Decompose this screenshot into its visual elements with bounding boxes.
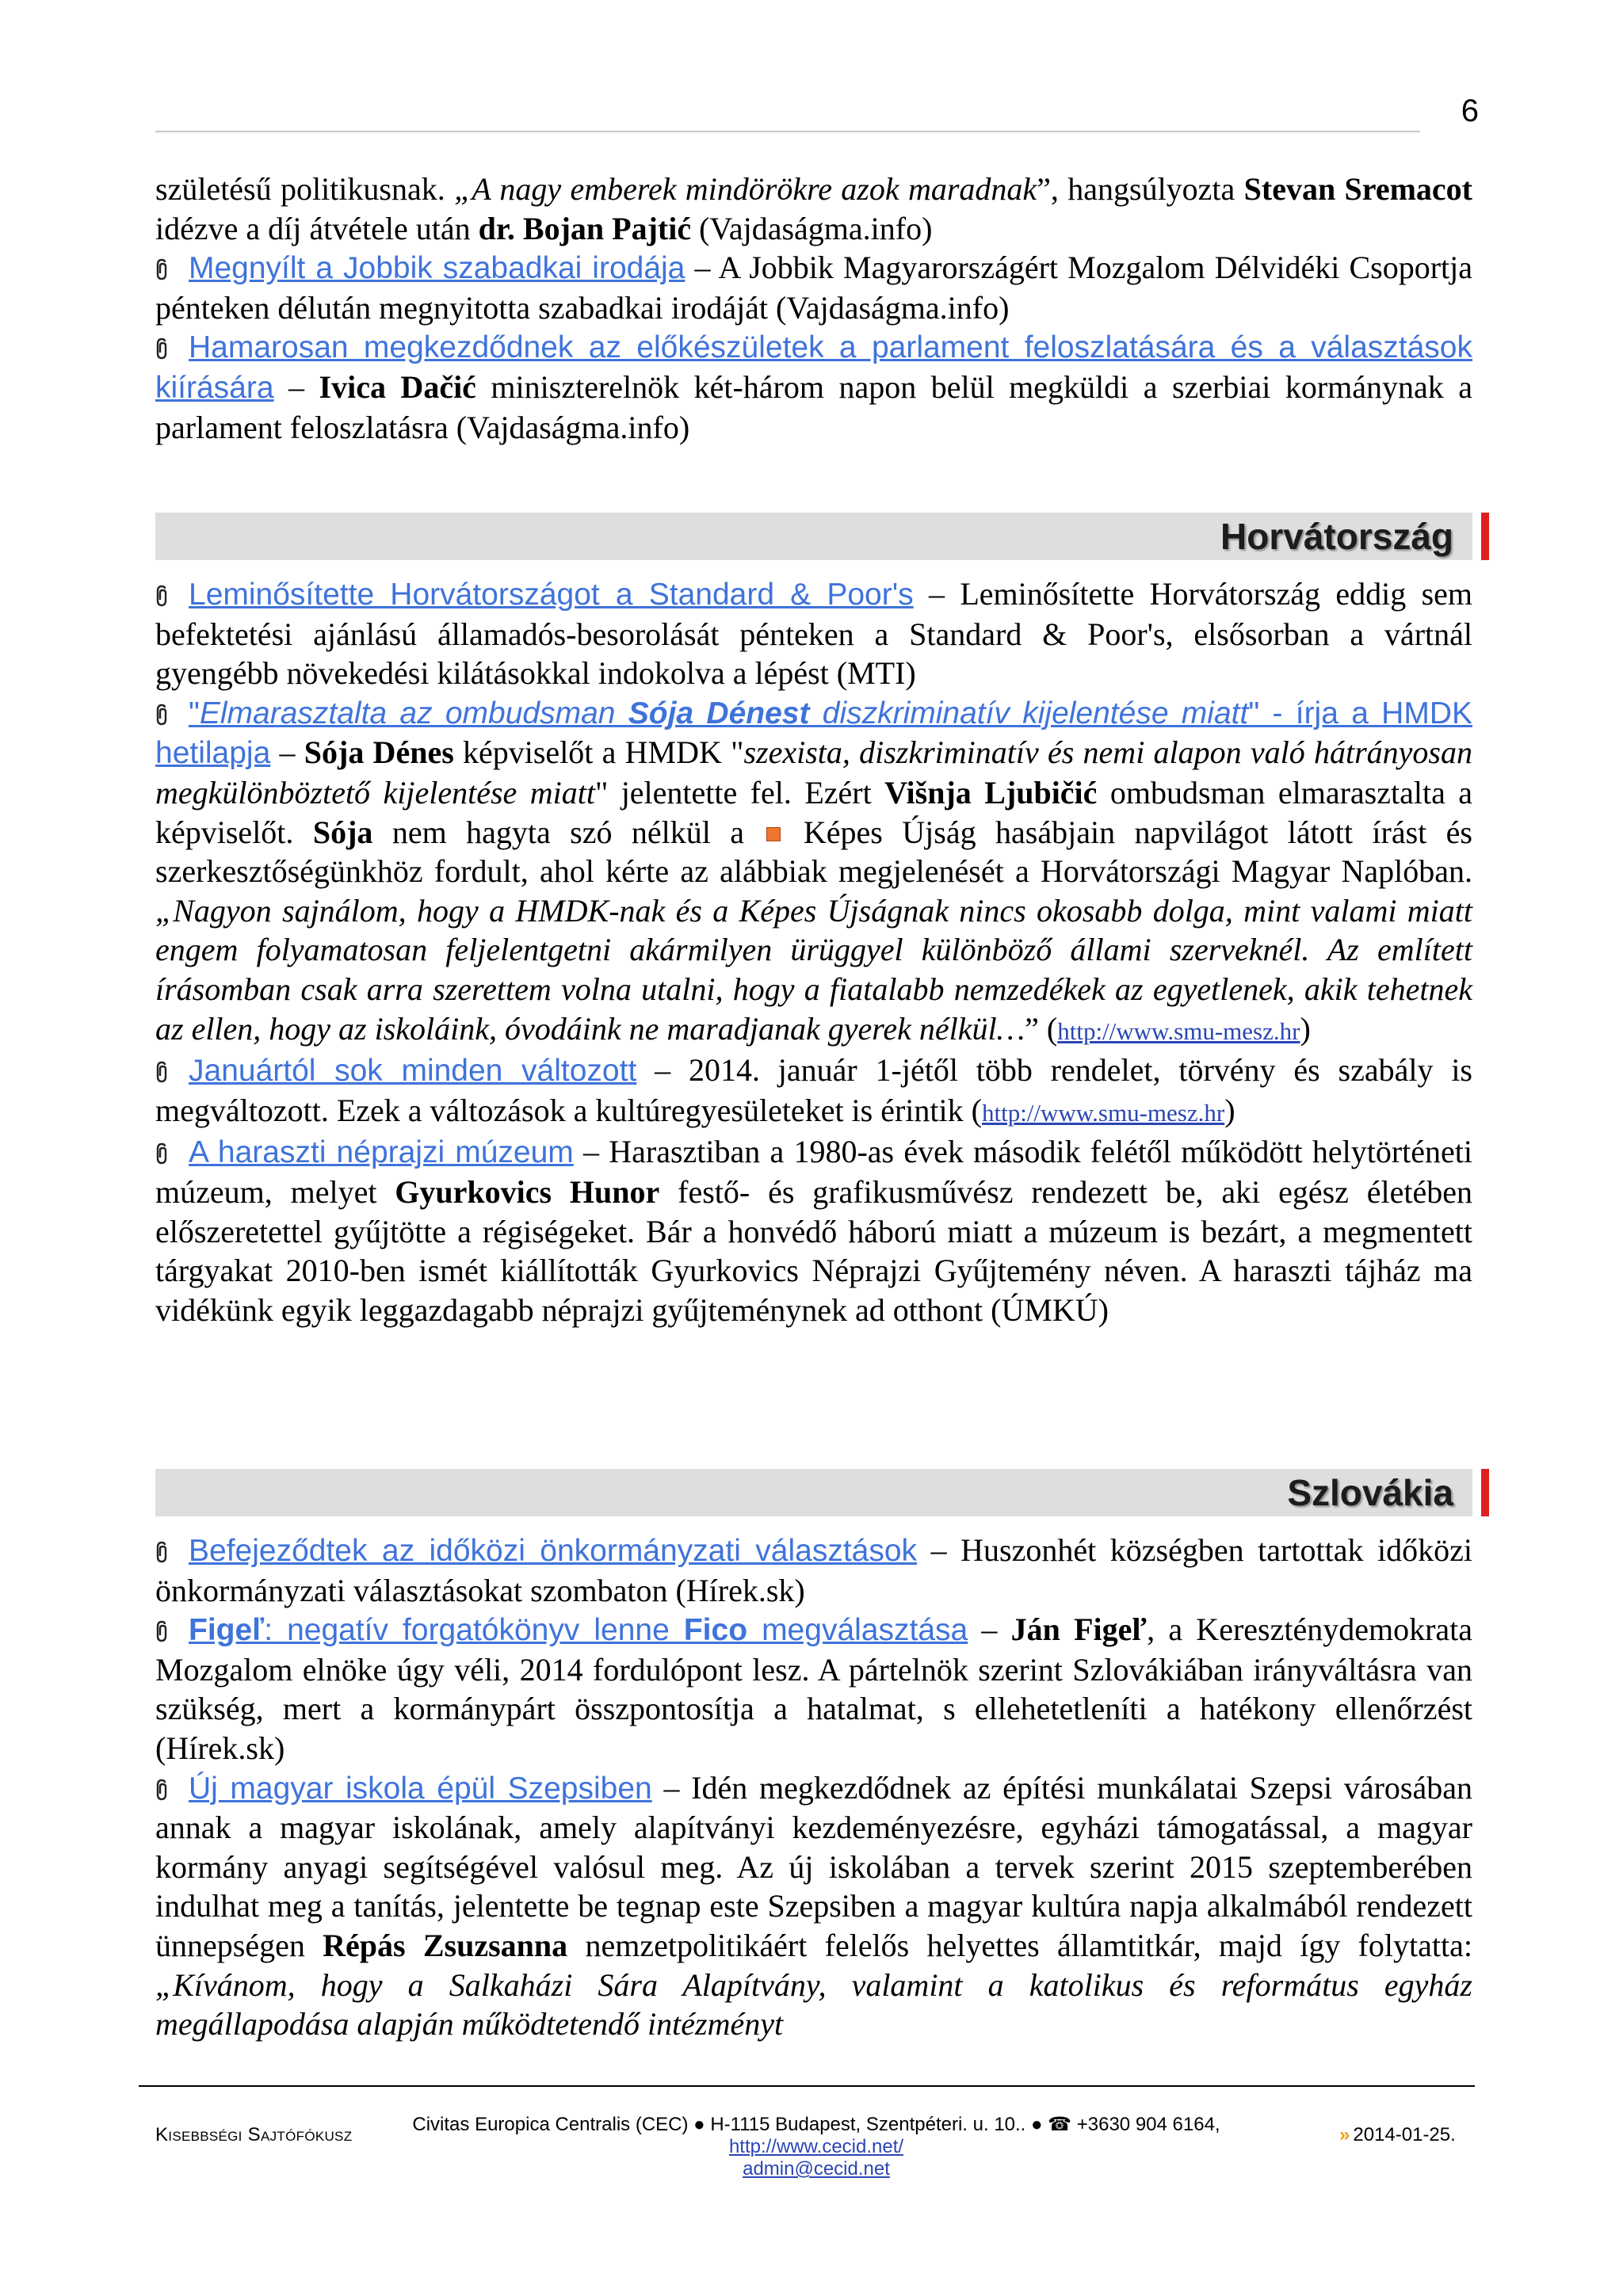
- heading-accent-bar: [1481, 1469, 1489, 1516]
- paragraph-continued: születésű politikusnak. „A nagy emberek mindörökre azok maradnak”, hangsúlyozta Stevan Sremacot idézve a díj átvétele után dr. Bojan Pajtić (Vajdaságma.info): [155, 171, 1472, 246]
- url-link-smu-mesz[interactable]: http://www.smu-mesz.hr: [981, 1098, 1225, 1127]
- page-number: 6: [1461, 93, 1479, 128]
- news-link-szepsi[interactable]: Új magyar iskola épül Szepsiben: [189, 1771, 652, 1806]
- news-link-ombudsman[interactable]: "Elmarasztalta az ombudsman Sója Dénest diszkriminatív kijelentése miatt" - írja a HMDK hetilapja: [155, 696, 1472, 771]
- clip-bullet-icon: [155, 1061, 168, 1083]
- news-item: Megnyílt a Jobbik szabadkai irodája – A Jobbik Magyarországért Mozgalom Délvidéki Csoportja pénteken délután megnyitotta szabadkai irodáját (Vajdaságma.info): [155, 250, 1472, 326]
- orange-square-icon: [766, 827, 781, 841]
- section-heading-slovakia: [155, 1469, 1472, 1516]
- double-arrow-icon: »: [1339, 2124, 1350, 2145]
- news-link-haraszti[interactable]: A haraszti néprajzi múzeum: [189, 1135, 574, 1170]
- slovakia-section: [155, 1531, 1472, 2044]
- news-link-parlament[interactable]: Hamarosan megkezdődnek az előkészületek a parlament feloszlatására és a választások kiírására: [155, 330, 1472, 405]
- url-link-smu-mesz[interactable]: http://www.smu-mesz.hr: [1057, 1016, 1300, 1045]
- footer-email-link[interactable]: admin@cecid.net: [743, 2158, 890, 2180]
- clip-bullet-icon: [155, 1541, 168, 1563]
- news-item: Befejeződtek az időközi önkormányzati választások – Huszonhét községben tartottak időközi önkormányzati választásokat szombaton (Hírek.sk): [155, 1532, 1472, 1608]
- news-link-standard-poors[interactable]: Leminősítette Horvátországot a Standard & Poor's: [189, 578, 914, 612]
- clip-bullet-icon: [155, 585, 168, 607]
- news-link-valasztasok[interactable]: Befejeződtek az időközi önkormányzati választások: [189, 1534, 918, 1568]
- news-item: A haraszti néprajzi múzeum – Harasztiban a 1980-as évek második felétől működött helytörténeti múzeum, melyet Gyurkovics Hunor festő- és grafikusművész rendezett be, aki egész életében előszeretettel gyűjtötte a régiségeket. Bár a honvédő háború miatt a múzeum is bezárt, a megmentett tárgyakat 2010-ben ismét kiállították Gyurkovics Néprajzi Gyűjtemény néven. A haraszti tájház ma vidékünk egyik leggazdagabb néprajzi gyűjteménynek ad otthont (ÚMKÚ): [155, 1134, 1473, 1328]
- news-link-figel[interactable]: Figeľ: negatív forgatókönyv lenne Fico megválasztása: [189, 1613, 968, 1648]
- clip-bullet-icon: [155, 338, 168, 360]
- clip-bullet-icon: [155, 1142, 168, 1165]
- heading-accent-bar: [1481, 513, 1489, 560]
- section-title: Horvátország: [1220, 516, 1453, 557]
- footer-rule: [139, 2085, 1475, 2087]
- clip-bullet-icon: [155, 704, 168, 726]
- news-item: "Elmarasztalta az ombudsman Sója Dénest diszkriminatív kijelentése miatt" - írja a HMDK hetilapja – Sója Dénes képviselőt a HMDK "szexista, diszkriminatív és nemi alapon való hátrányosan megkülönböztető kijelentése miatt" jelentette fel. Ezért Višnja Ljubičić ombudsman elmarasztalta a képviselőt. Sója nem hagyta szó nélkül a Képes Újság hasábjain napvilágot látott írást és szerkesztőségünkhöz fordult, ahol kérte az alábbiak megjelenését a Horvátországi Magyar Naplóban. „Nagyon sajnálom, hogy a HMDK-nak és a Képes Újságnak nincs okosabb dolga, mint valami miatt engem folyamatosan feljelentgetni akármilyen ürüggyel különböző állami szerveknél. Az említett írásomban csak arra szerettem volna utalni, hogy a fiatalabb nemzedékek az egyetlenek, akik tehetnek az ellen, hogy az iskoláink, óvodáink ne maradjanak gyerek nélkül…” (http://www.smu-mesz.hr): [155, 696, 1473, 1047]
- news-item: Új magyar iskola épül Szepsiben – Idén megkezdődnek az építési munkálatai Szepsi városában annak a magyar iskolának, amely alapítványi kezdeményezésre, egyházi támogatással, a magyar kormány anyagi segítségével valósul meg. Az új iskolában a tervek szerint 2015 szeptemberében indulhat meg a tanítás, jelentette be tegnap este Szepsiben a magyar kultúra napja alkalmából rendezett ünnepségen Répás Zsuzsanna nemzetpolitikáért felelős helyettes államtitkár, majd így folytatta: „Kívánom, hogy a Salkaházi Sára Alapítvány, valamint a katolikus és református egyház megállapodása alapján működtetendő intézményt: [155, 1769, 1472, 2042]
- clip-bullet-icon: [155, 258, 168, 280]
- clip-bullet-icon: [155, 1779, 168, 1801]
- news-item: Figeľ: negatív forgatókönyv lenne Fico megválasztása – Ján Figeľ, a Kereszténydemokrata Mozgalom elnöke úgy véli, 2014 fordulópont lesz. A pártelnök szerint Szlovákiában irányváltásra van szükség, mert a kormánypárt összpontosítja a hatalmat, s ellehetetleníti a hatékony ellenőrzést (Hírek.sk): [155, 1611, 1473, 1766]
- news-item: Januártól sok minden változott – 2014. január 1-jétől több rendelet, törvény és szabály is megváltozott. Ezek a változások a kultúregyesületeket is érintik (http://www.smu-mesz.hr): [155, 1052, 1472, 1128]
- news-link-januartol[interactable]: Januártól sok minden változott: [189, 1054, 637, 1089]
- footer-address: Civitas Europica Centralis (CEC) ● H-1115 Budapest, Szentpéteri. u. 10.. ● ☎ +3630 904 6164,: [412, 2114, 1220, 2135]
- footer-website-link[interactable]: http://www.cecid.net/: [728, 2136, 904, 2157]
- news-item: Hamarosan megkezdődnek az előkészületek a parlament feloszlatására és a választások kiírására – Ivica Dačić miniszterelnök két-három napon belül megküldi a szerbiai kormánynak a parlament feloszlatásra (Vajdaságma.info): [155, 330, 1472, 445]
- footer-date-block: [1339, 2124, 1456, 2146]
- section-title: Szlovákia: [1287, 1472, 1453, 1513]
- footer-date: 2014-01-25.: [1353, 2124, 1456, 2145]
- header-rule: [155, 131, 1420, 132]
- section-heading-croatia: [155, 513, 1472, 560]
- clip-bullet-icon: [155, 1620, 168, 1642]
- croatia-section: [155, 574, 1472, 1329]
- continued-section: [155, 170, 1472, 447]
- news-item: Leminősítette Horvátországot a Standard & Poor's – Leminősítette Horvátország eddig sem befektetési ajánlású államadós-besorolását pénteken a Standard & Poor's, elsősorban a vártnál gyengébb növekedési kilátásokkal indokolva a lépést (MTI): [155, 576, 1472, 692]
- news-link-jobbik[interactable]: Megnyílt a Jobbik szabadkai irodája: [189, 251, 685, 286]
- footer-publication-name: Kisebbségi Sajtófókusz: [155, 2124, 353, 2145]
- footer-contact: [388, 2114, 1244, 2180]
